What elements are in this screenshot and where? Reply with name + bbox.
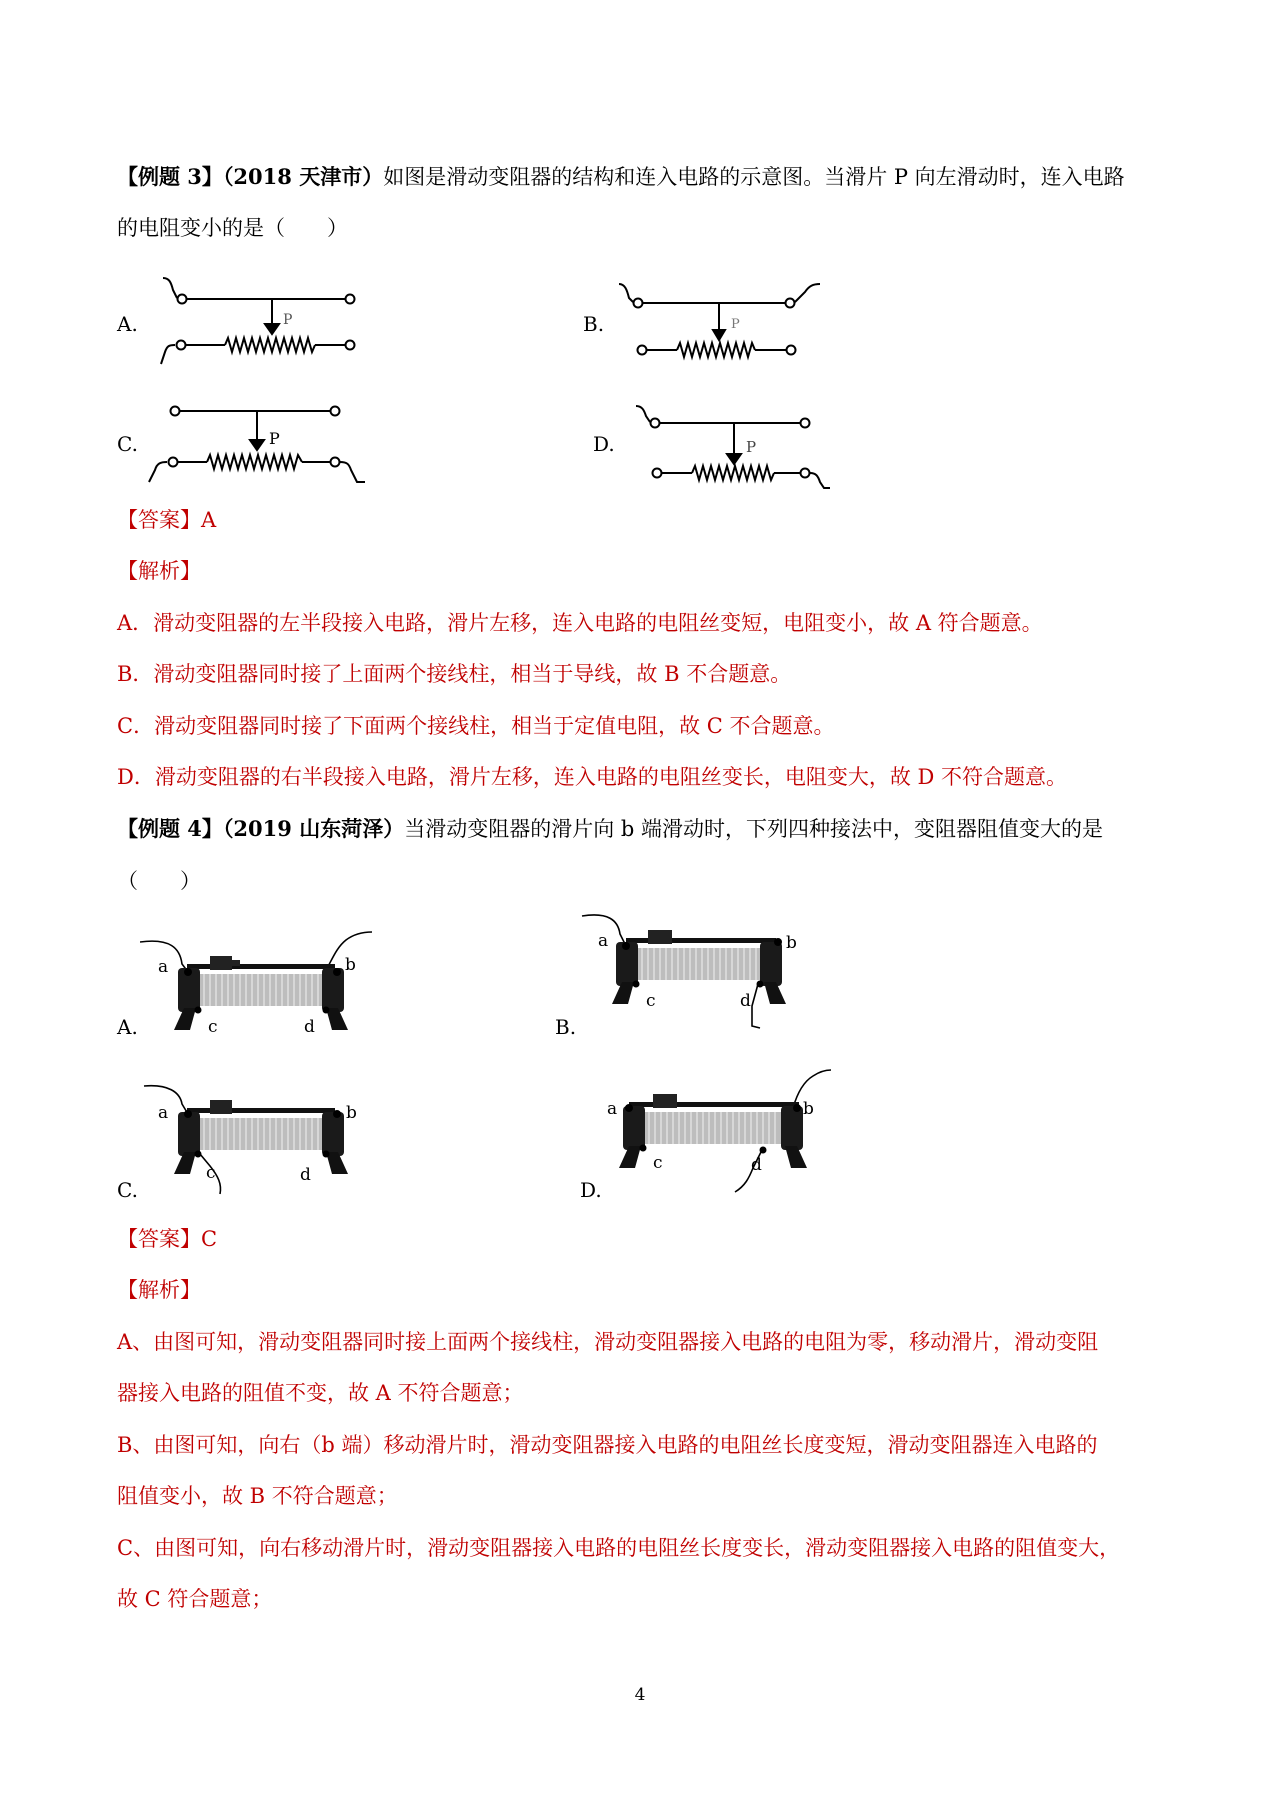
example4-analysis-b-line1: B、由图可知，向右（b 端）移动滑片时，滑动变阻器接入电路的电阻丝长度变短，滑动变阻器连入电路的 (117, 1433, 1098, 1457)
example3-figure-c (145, 398, 370, 488)
example4-analysis-c-line1: C、由图可知，向右移动滑片时，滑动变阻器接入电路的电阻丝长度变长，滑动变阻器接入电路的阻值变大， (117, 1536, 1121, 1560)
example4-figure-c-terminal-a: a (158, 1103, 169, 1123)
example4-figure-c (140, 1082, 390, 1197)
example3-figure-a (155, 272, 365, 372)
example3-analysis-tag: 【解析】 (117, 559, 201, 583)
example4-figure-a-terminal-c: c (208, 1017, 218, 1035)
example3-analysis-c: C．滑动变阻器同时接了下面两个接线柱，相当于定值电阻，故 C 不合题意。 (117, 714, 835, 738)
example4-option-b-label: B. (555, 1015, 577, 1039)
example3-option-b-label: B. (583, 312, 605, 336)
example3-stem-line2: 的电阻变小的是（ ） (117, 216, 348, 240)
example4-figure-b (580, 910, 810, 1035)
example4-figure-a (140, 920, 390, 1035)
example4-figure-b-terminal-c: c (646, 991, 656, 1011)
example3-analysis-b: B．滑动变阻器同时接了上面两个接线柱，相当于导线，故 B 不合题意。 (117, 662, 792, 686)
example4-figure-d-terminal-d: d (751, 1155, 762, 1175)
example3-figure-b-slider-label: P (731, 317, 740, 332)
example4-source: （2019 山东菏泽） (222, 816, 405, 841)
example3-option-c-label: C. (117, 432, 138, 456)
example4-figure-c-terminal-c: c (206, 1163, 216, 1183)
example4-stem-line2: （ ） (117, 869, 201, 893)
example3-stem-text: 如图是滑动变阻器的结构和连入电路的示意图。当滑片 P 向左滑动时，连入电路 (383, 165, 1125, 189)
example4-figure-d-terminal-a: a (607, 1099, 618, 1119)
example3-figure-b (615, 280, 830, 365)
example4-figure-b-terminal-a: a (598, 931, 609, 951)
example4-analysis-c-line2: 故 C 符合题意； (117, 1587, 273, 1611)
example3-figure-d-slider-label: P (746, 438, 757, 456)
example4-figure-a-terminal-b: b (345, 955, 356, 975)
example3-answer (117, 505, 216, 535)
page-number: 4 (634, 1685, 646, 1705)
example3-figure-d (630, 402, 835, 492)
example4-stem-line1 (117, 814, 1103, 844)
example4-figure-b-terminal-b: b (786, 933, 797, 953)
example3-stem-line1 (117, 162, 1125, 192)
example3-heading-tag: 【例题 3】 (117, 164, 223, 189)
example3-analysis-a: A．滑动变阻器的左半段接入电路，滑片左移，连入电路的电阻丝变短，电阻变小，故 A 符合题意。 (117, 611, 1043, 635)
example4-figure-c-terminal-d: d (300, 1165, 311, 1185)
example4-answer (117, 1224, 217, 1254)
example4-figure-d-terminal-b: b (803, 1099, 814, 1119)
example4-figure-a-terminal-d: d (304, 1017, 315, 1035)
example3-option-a-label: A. (117, 312, 138, 336)
example3-answer-tag: 【答案】 (117, 508, 201, 532)
example4-analysis-tag: 【解析】 (117, 1278, 201, 1302)
example4-answer-tag: 【答案】 (117, 1227, 201, 1251)
example4-stem-text: 当滑动变阻器的滑片向 b 端滑动时，下列四种接法中，变阻器阻值变大的是 (404, 817, 1103, 841)
example4-analysis-b-line2: 阻值变小，故 B 不符合题意； (117, 1484, 398, 1508)
example4-option-a-label: A. (117, 1015, 138, 1039)
example4-figure-c-terminal-b: b (346, 1103, 357, 1123)
example3-figure-c-slider-label: P (269, 429, 280, 448)
example4-analysis-a-line1: A、由图可知，滑动变阻器同时接上面两个接线柱，滑动变阻器接入电路的电阻为零，移动滑片，滑动变阻 (117, 1330, 1099, 1354)
example3-answer-value: A (201, 508, 217, 532)
example4-option-d-label: D. (580, 1178, 602, 1202)
example3-analysis-d: D．滑动变阻器的右半段接入电路，滑片左移，连入电路的电阻丝变长，电阻变大，故 D 不符合题意。 (117, 765, 1068, 789)
example4-figure-a-terminal-a: a (158, 957, 169, 977)
example3-source: （2018 天津市） (222, 164, 384, 189)
example4-figure-b-terminal-d: d (740, 991, 751, 1011)
example4-figure-d (605, 1058, 835, 1198)
example4-option-c-label: C. (117, 1178, 138, 1202)
example3-figure-a-slider-label: P (283, 312, 293, 328)
example4-figure-d-terminal-c: c (653, 1153, 663, 1173)
example3-option-d-label: D. (593, 432, 615, 456)
example4-answer-value: C (201, 1227, 218, 1251)
example4-heading-tag: 【例题 4】 (117, 816, 223, 841)
example4-analysis-a-line2: 器接入电路的阻值不变，故 A 不符合题意； (117, 1381, 524, 1405)
